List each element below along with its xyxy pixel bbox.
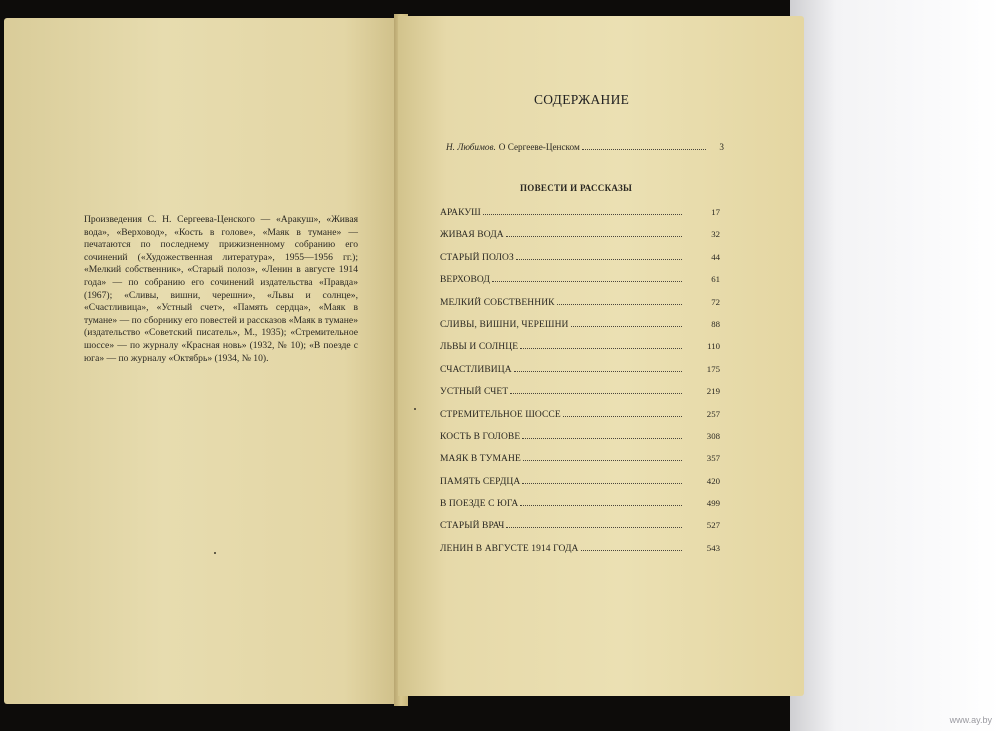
toc-entry — [440, 431, 720, 453]
toc-entry — [440, 252, 720, 274]
toc-entry — [440, 364, 720, 386]
watermark: www.ay.by — [949, 715, 992, 725]
toc-entry-title: ЛЬВЫ И СОЛНЦЕ — [440, 342, 519, 353]
dot-leader — [522, 437, 682, 439]
toc-entry — [440, 229, 720, 251]
toc-entry-title: СТРЕМИТЕЛЬНОЕ ШОССЕ — [440, 409, 561, 420]
toc-entry — [440, 297, 720, 319]
dot-leader — [492, 280, 682, 282]
toc-entry — [440, 520, 720, 542]
toc-entry-page-number: 72 — [711, 296, 720, 307]
toc-entry — [440, 543, 720, 565]
toc-entry-page-number: 88 — [711, 318, 720, 329]
toc-entry-page-number: 308 — [706, 430, 720, 441]
intro-page-number: 3 — [719, 142, 724, 152]
toc-list — [440, 207, 720, 565]
toc-entry-title: УСТНЫЙ СЧЕТ — [440, 387, 509, 398]
dot-leader — [563, 415, 682, 417]
toc-entry-page-number: 499 — [706, 498, 720, 509]
toc-entry-page-number: 219 — [706, 386, 720, 397]
dot-leader — [581, 549, 682, 551]
dot-leader — [514, 370, 682, 372]
toc-entry — [440, 319, 720, 341]
toc-entry-title: АРАКУШ — [440, 208, 481, 218]
toc-entry-title: СТАРЫЙ ВРАЧ — [440, 521, 505, 532]
paper-speck — [414, 408, 416, 410]
toc-entry — [440, 453, 720, 475]
toc-entry — [440, 476, 720, 498]
toc-entry-page-number: 420 — [706, 475, 720, 486]
toc-entry — [440, 409, 720, 431]
dot-leader — [516, 258, 682, 260]
toc-entry — [440, 274, 720, 296]
dot-leader — [582, 148, 706, 150]
toc-entry-title: МЕЛКИЙ СОБСТВЕННИК — [440, 297, 555, 308]
toc-entry-page-number: 61 — [711, 274, 720, 285]
dot-leader — [520, 504, 682, 506]
toc-entry — [440, 341, 720, 363]
dot-leader — [520, 347, 682, 349]
toc-entry-page-number: 527 — [706, 520, 720, 531]
toc-entry-page-number: 357 — [706, 453, 720, 464]
toc-title: СОДЕРЖАНИЕ — [534, 92, 630, 107]
toc-entry — [440, 386, 720, 408]
paper-speck — [214, 552, 216, 554]
dot-leader — [506, 526, 682, 528]
dot-leader — [571, 325, 683, 327]
scanner-background — [790, 0, 1000, 731]
toc-entry-page-number: 257 — [706, 408, 720, 419]
toc-entry-title: МАЯК В ТУМАНЕ — [440, 454, 521, 465]
toc-entry-title: ВЕРХОВОД — [440, 275, 490, 286]
toc-entry-title: СЧАСТЛИВИЦА — [440, 364, 512, 375]
toc-entry-page-number: 175 — [706, 363, 720, 374]
intro-title: О Сергееве-Ценском — [498, 142, 580, 152]
toc-entry-page-number: 17 — [711, 207, 720, 217]
toc-entry-page-number: 110 — [707, 341, 720, 352]
toc-entry-page-number: 543 — [706, 542, 720, 553]
toc-entry-title: СЛИВЫ, ВИШНИ, ЧЕРЕШНИ — [440, 319, 569, 330]
toc-entry-page-number: 44 — [711, 251, 720, 262]
toc-entry — [440, 207, 720, 229]
dot-leader — [510, 392, 682, 394]
dot-leader — [557, 303, 682, 305]
imprint-note: Произведения С. Н. Сергеева-Ценского — «Аракуш», «Живая вода», «Верховод», «Кость в голове», «Маяк в тумане» — печатаются по последнему прижизненному собранию его сочинений («Художественная литература», 1955—1956 гг.); «Мелкий собственник», «Старый полоз», «Ленин в августе 1914 года» — по собранию его сочинений издательства «Правда» (1967); «Сливы, вишни, черешни», «Львы и солнце», «Счастливица», «Устный счет», «Память сердца», «Маяк в тумане» — по сборнику его повестей и рассказов «Маяк в тумане» (издательство «Советский писатель», М., 1935); «Стремительное шоссе» — по журналу «Красная новь» (1932, № 10); «В поезде с юга» — по журналу «Октябрь» (1934, № 10). — [84, 214, 358, 364]
toc-entry-title: СТАРЫЙ ПОЛОЗ — [440, 252, 514, 263]
toc-entry-title: ПАМЯТЬ СЕРДЦА — [440, 476, 521, 487]
toc-entry — [440, 498, 720, 520]
toc-entry-title: КОСТЬ В ГОЛОВЕ — [440, 431, 521, 442]
toc-intro-entry — [446, 142, 724, 156]
toc-entry-title: ЛЕНИН В АВГУСТЕ 1914 ГОДА — [440, 543, 579, 554]
section-heading: ПОВЕСТИ И РАССКАЗЫ — [520, 183, 633, 193]
toc-entry-title: В ПОЕЗДЕ С ЮГА — [440, 499, 519, 510]
intro-author: Н. Любимов. — [446, 142, 496, 152]
dot-leader — [506, 235, 682, 237]
dot-leader — [523, 459, 682, 461]
dot-leader — [522, 482, 682, 484]
dot-leader — [483, 213, 682, 215]
toc-entry-page-number: 32 — [711, 229, 720, 240]
toc-entry-title: ЖИВАЯ ВОДА — [440, 230, 504, 241]
